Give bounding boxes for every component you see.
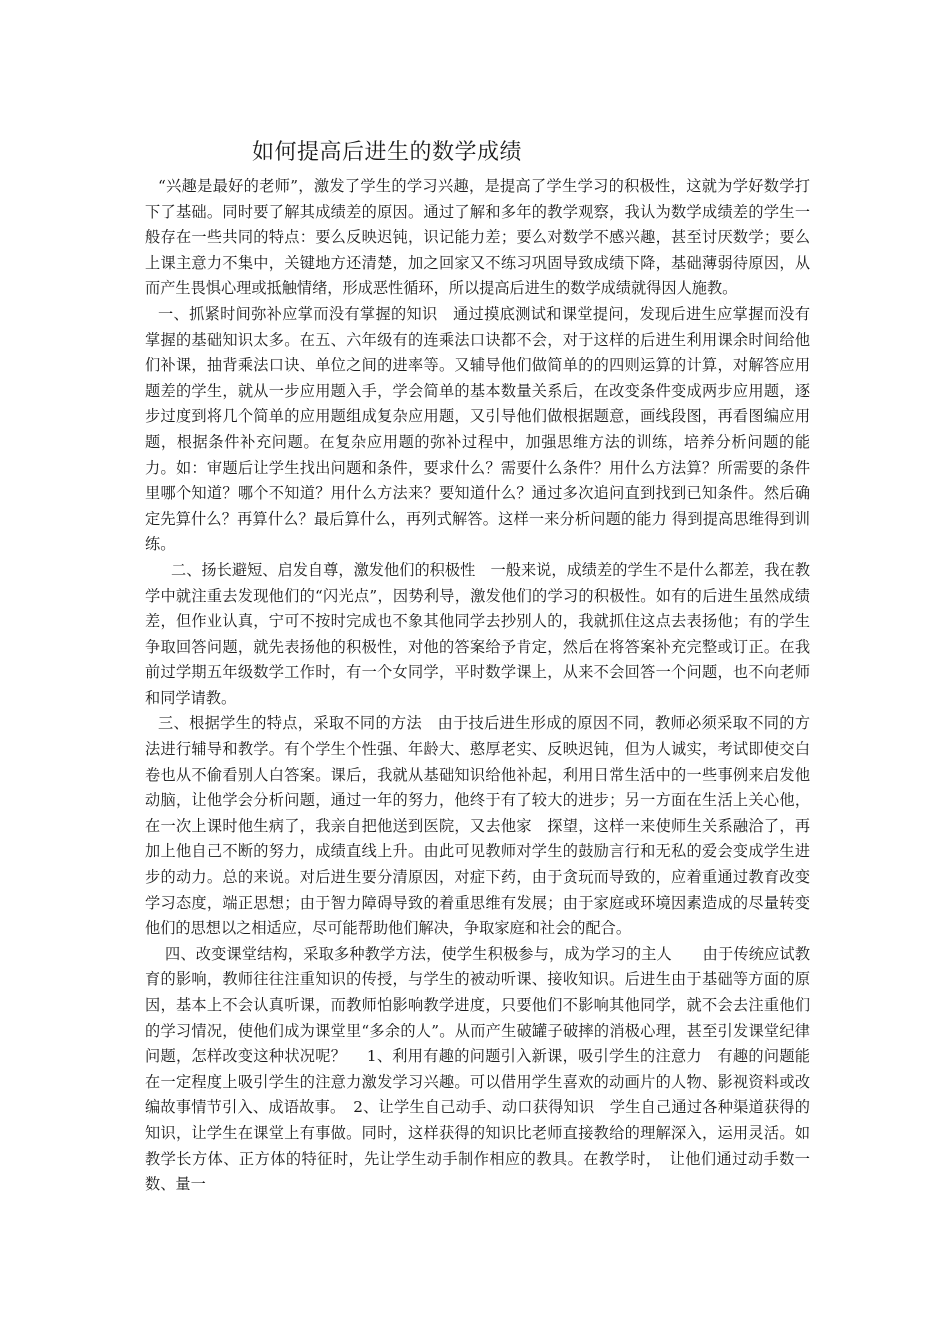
paragraph-section-2: 二、扬长避短、启发自尊，激发他们的积极性 一般来说，成绩差的学生不是什么都差，我在教学中就注重去发现他们的“闪光点”，因势利导，激发他们的学习的积极性。如有的后进生虽然成绩差，但作业认真，宁可不按时完成也不象其他同学去抄别人的，我就抓住这点去表扬他；有的学生争取回答问题，就先表扬他的积极性，对他的答案给予肯定，然后在将答案补充完整或订正。在我前过学期五年级数学工作时，有一个女同学，平时数学课上，从来不会回答一个问题，也不向老师和同学请教。 xyxy=(145,560,810,707)
paragraph-intro: “兴趣是最好的老师”，激发了学生的学习兴趣，是提高了学生学习的积极性，这就为学好数学打下了基础。同时要了解其成绩差的原因。通过了解和多年的教学观察，我认为数学成绩差的学生一般存在一些共同的特点：要么反映迟钝，识记能力差；要么对数学不感兴趣，甚至讨厌数学；要么上课主意力不集中，关键地方还清楚，加之回家又不练习巩固导致成绩下降，基础薄弱待原因，从而产生畏惧心理或抵触情绪，形成恶性循环，所以提高后进生的数学成绩就得因人施教。 xyxy=(145,177,810,298)
paragraph-section-4: 四、改变课堂结构，采取多种教学方法，使学生积极参与，成为学习的主人 由于传统应试教育的影响，教师往往注重知识的传授，与学生的被动听课、接收知识。后进生由于基础等方面的原因，基本上不会认真听课，而教师怕影响教学进度，只要他们不影响其他同学，就不会去注重他们的学习情况，使他们成为课堂里“多余的人”。从而产生破罐子破摔的消极心理，甚至引发课堂纪律问题，怎样改变这种状况呢？ 1、利用有趣的问题引入新课，吸引学生的注意力 有趣的问题能在一定程度上吸引学生的注意力激发学习兴趣。可以借用学生喜欢的动画片的人物、影视资料或改编故事情节引入、成语故事。 2、让学生自己动手、动口获得知识 学生自己通过各种渠道获得的知识，让学生在课堂上有事做。同时，这样获得的知识比老师直接教给的理解深入，运用灵活。如教学长方体、正方体的特征时，先让学生动手制作相应的教具。在教学时， 让他们通过动手数一数、量一 xyxy=(145,944,810,1194)
paragraph-section-3: 三、根据学生的特点，采取不同的方法 由于技后进生形成的原因不同，教师必须采取不同的方法进行辅导和教学。有个学生个性强、年龄大、憨厚老实、反映迟钝，但为人诚实，考试即使交白卷也从不偷看别人白答案。课后，我就从基础知识给他补起，利用日常生活中的一些事例来启发他动脑，让他学会分析问题，通过一年的努力，他终于有了较大的进步；另一方面在生活上关心他，在一次上课时他生病了，我亲自把他送到医院，又去他家 探望，这样一来使师生关系融洽了，再加上他自己不断的努力，成绩直线上升。由此可见教师对学生的鼓励言行和无私的爱会变成学生进步的动力。总的来说。对后进生要分清原因，对症下药，由于贪玩而导致的，应着重通过教育改变学习态度，端正思想；由于智力障碍导致的着重思维有发展；由于家庭或环境因素造成的尽量转变他们的思想以之相适应，尽可能帮助他们解决，争取家庭和社会的配合。 xyxy=(145,714,810,938)
paragraph-section-1: 一、抓紧时间弥补应掌而没有掌握的知识 通过摸底测试和课堂提问，发现后进生应掌握而没有掌握的基础知识太多。在五、六年级有的连乘法口诀都不会，对于这样的后进生利用课余时间给他们补课，抽背乘法口诀、单位之间的进率等。又辅导他们做简单的的四则运算的计算，对解答应用题差的学生，就从一步应用题入手，学会简单的基本数量关系后，在改变条件变成两步应用题，逐步过度到将几个简单的应用题组成复杂应用题，又引导他们做根据题意，画线段图，再看图编应用题，根据条件补充问题。在复杂应用题的弥补过程中，加强思维方法的训练，培养分析问题的能力。如：审题后让学生找出问题和条件，要求什么？需要什么条件？用什么方法算？所需要的条件里哪个知道？哪个不知道？用什么方法来？要知道什么？通过多次追问直到找到已知条件。然后确定先算什么？再算什么？最后算什么，再列式解答。这样一来分析问题的能力 得到提高思维得到训练。 xyxy=(145,304,810,554)
document-title: 如何提高后进生的数学成绩 xyxy=(252,140,523,165)
document-body xyxy=(145,174,810,1198)
